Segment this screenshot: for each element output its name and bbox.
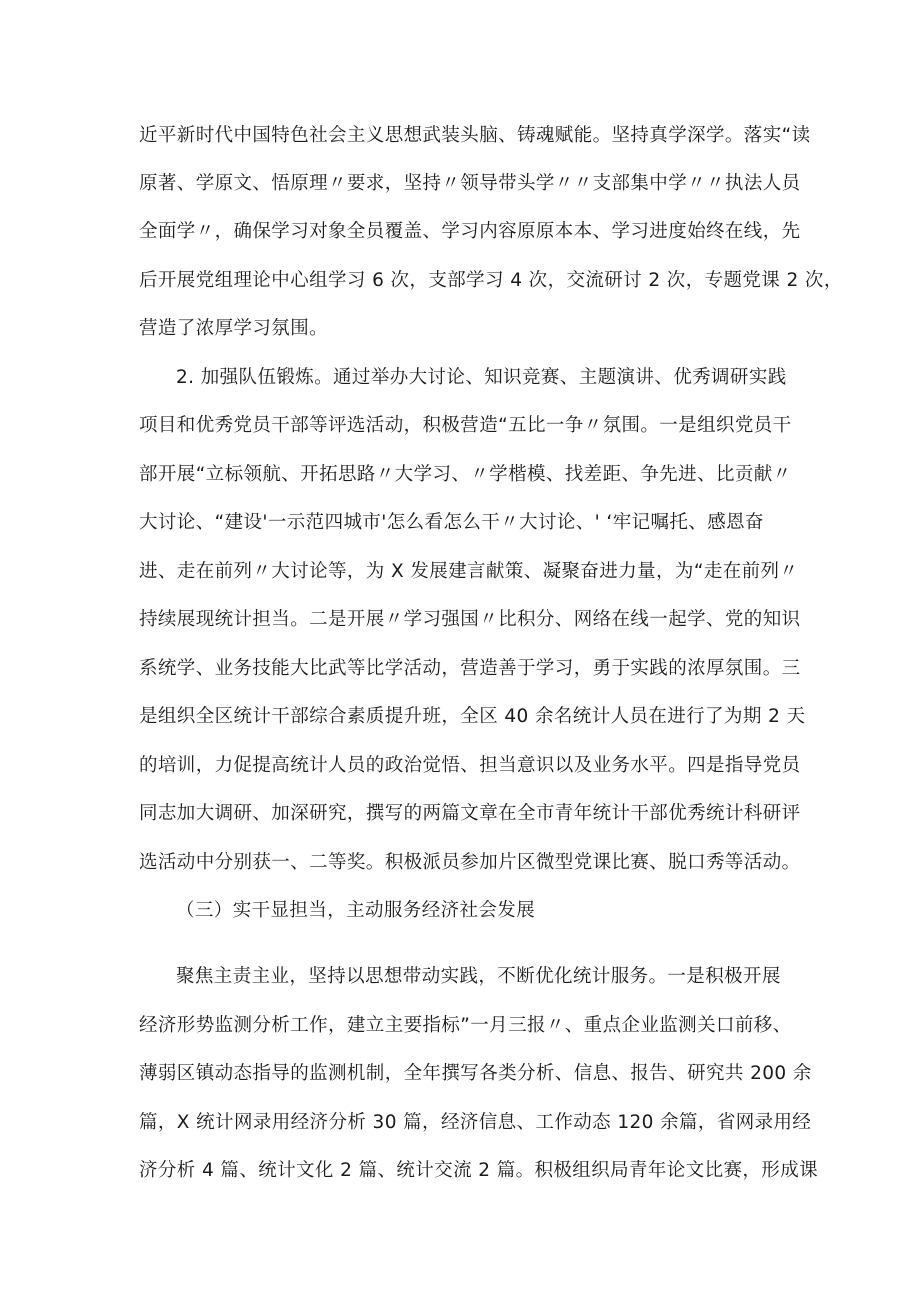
text-line: 近平新时代中国特色社会主义思想武装头脑、铸魂赋能。坚持真学深学。落实“读 — [139, 125, 811, 146]
text-line: 经济形势监测分析工作，建立主要指标”一月三报〃、重点企业监测关口前移、 — [139, 1015, 792, 1036]
text-line: 的培训，力促提高统计人员的政治觉悟、担当意识以及业务水平。四是指导党员 — [139, 755, 801, 776]
paragraph-start: 聚焦主责主业，坚持以思想带动实践，不断优化统计服务。一是积极开展 — [176, 966, 781, 987]
text-line: 是组织全区统计干部综合素质提升班，全区 40 余名统计人员在进行了为期 2 天 — [139, 706, 806, 727]
text-line: 同志加大调研、加深研究，撰写的两篇文章在全市青年统计干部优秀统计科研评 — [139, 803, 801, 824]
text-line: 原著、学原文、悟原理〃要求，坚持〃领导带头学〃〃支部集中学〃〃执法人员 — [139, 173, 801, 194]
text-line: 系统学、业务技能大比武等比学活动，营造善于学习，勇于实践的浓厚氛围。三 — [139, 658, 801, 679]
text-line: 项目和优秀党员干部等评选活动，积极营造“五比一争〃氛围。一是组织党员干 — [139, 415, 792, 436]
paragraph-heading: 2. 加强队伍锻炼。通过举办大讨论、知识竞赛、主题演讲、优秀调研实践 — [176, 367, 787, 388]
text-line: 薄弱区镇动态指导的监测机制，全年撰写各类分析、信息、报告、研究共 200 余 — [139, 1063, 812, 1084]
text-line: 全面学〃，确保学习对象全员覆盖、学习内容原原本本、学习进度始终在线，先 — [139, 221, 801, 242]
text-line: 选活动中分别获一、二等奖。积极派员参加片区微型党课比赛、脱口秀等活动。 — [139, 852, 801, 873]
text-line: 营造了浓厚学习氛围。 — [139, 318, 329, 339]
text-line: 部开展“立标领航、开拓思路〃大学习、〃学楷模、找差距、争先进、比贡献〃 — [139, 464, 792, 485]
text-line: 后开展党组理论中心组学习 6 次，支部学习 4 次，交流研讨 2 次，专题党课 2 次， — [139, 270, 843, 291]
text-line: 济分析 4 篇、统计文化 2 篇、统计交流 2 篇。积极组织局青年论文比赛，形成课 — [139, 1160, 818, 1181]
text-line: 持续展现统计担当。二是开展〃学习强国〃比积分、网络在线一起学、党的知识 — [139, 609, 801, 630]
text-line: 大讨论、“建设'一示范四城市'怎么看怎么干〃大讨论、' ‘牢记嘱托、感恩奋 — [139, 512, 764, 533]
text-line: 篇，X 统计网录用经济分析 30 篇，经济信息、工作动态 120 余篇，省网录用经 — [139, 1112, 812, 1133]
text-line: 进、走在前列〃大讨论等，为 X 发展建言献策、凝聚奋进力量，为“走在前列〃 — [139, 561, 799, 582]
section-heading: （三）实干显担当，主动服务经济社会发展 — [176, 900, 536, 921]
